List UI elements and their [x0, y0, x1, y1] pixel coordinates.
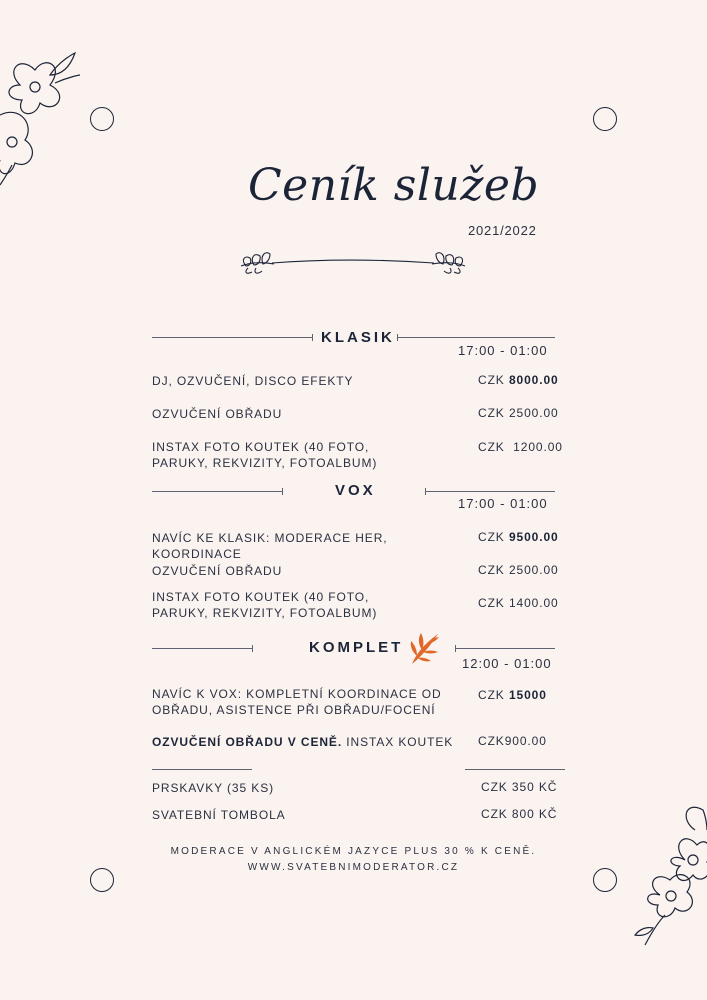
- vox-item-moderace: NAVÍC KE KLASIK: MODERACE HER, KOORDINACE: [152, 531, 388, 561]
- vox-item-ozvuceni: OZVUČENÍ OBŘADU: [152, 564, 283, 578]
- vox-rule-left-tick: [282, 488, 283, 495]
- komplet-time: 12:00 - 01:00: [462, 656, 552, 671]
- footer-note: MODERACE V ANGLICKÉM JAZYCE PLUS 30 % K CENĚ.: [170, 846, 537, 857]
- extra-price-tombola: CZK 800 KČ: [481, 807, 558, 821]
- klasik-rule-right: [397, 337, 555, 338]
- vox-price-ozvuceni: CZK 2500.00: [478, 563, 559, 577]
- laurel-divider-icon: [236, 242, 470, 276]
- extra-item-tombola: SVATEBNÍ TOMBOLA: [152, 808, 286, 822]
- klasik-time: 17:00 - 01:00: [458, 343, 548, 358]
- vox-item-instax: INSTAX FOTO KOUTEK (40 FOTO, PARUKY, REKVIZITY, FOTOALBUM): [152, 590, 378, 620]
- page-title: Ceník služeb: [248, 160, 540, 211]
- extras-rule-left: [152, 769, 252, 770]
- year-label: 2021/2022: [468, 223, 537, 238]
- hole-top-right: [593, 107, 617, 131]
- klasik-item-instax: INSTAX FOTO KOUTEK (40 FOTO, PARUKY, REKVIZITY, FOTOALBUM): [152, 440, 378, 470]
- komplet-price-ozvuceni: CZK900.00: [478, 734, 547, 748]
- klasik-rule-left-tick: [312, 334, 313, 341]
- klasik-item-dj: DJ, OZVUČENÍ, DISCO EFEKTY: [152, 374, 354, 388]
- vox-rule-right: [425, 491, 555, 492]
- extra-item-prskavky: PRSKAVKY (35 KS): [152, 781, 275, 795]
- komplet-price-koordinace: CZK 15000: [478, 688, 547, 702]
- extras-rule-right: [465, 769, 565, 770]
- vox-price-instax: CZK 1400.00: [478, 596, 559, 610]
- vox-time: 17:00 - 01:00: [458, 496, 548, 511]
- flower-decoration-top-left: [0, 45, 90, 195]
- section-title-vox: VOX: [335, 482, 376, 499]
- klasik-price-ozvuceni: CZK 2500.00: [478, 406, 559, 420]
- orange-leaf-icon: [408, 630, 442, 666]
- section-title-klasik: KLASIK: [321, 329, 395, 346]
- komplet-rule-right: [455, 648, 555, 649]
- footer-website: WWW.SVATEBNIMODERATOR.CZ: [247, 862, 460, 873]
- vox-price-moderace: CZK 9500.00: [478, 530, 559, 544]
- klasik-item-ozvuceni: OZVUČENÍ OBŘADU: [152, 407, 283, 421]
- komplet-item-ozvuceni: OZVUČENÍ OBŘADU V CENĚ. INSTAX KOUTEK: [152, 735, 454, 749]
- klasik-price-instax: CZK 1200.00: [478, 440, 563, 454]
- komplet-rule-left: [152, 648, 252, 649]
- klasik-price-dj: CZK 8000.00: [478, 373, 559, 387]
- komplet-rule-left-tick: [252, 645, 253, 652]
- hole-top-left: [90, 107, 114, 131]
- komplet-item-koordinace: NAVÍC K VOX: KOMPLETNÍ KOORDINACE OD OBŘADU, ASISTENCE PŘI OBŘADU/FOCENÍ: [152, 687, 442, 717]
- klasik-rule-left: [152, 337, 312, 338]
- vox-rule-left: [152, 491, 282, 492]
- section-title-komplet: KOMPLET: [309, 639, 404, 656]
- extra-price-prskavky: CZK 350 KČ: [481, 780, 558, 794]
